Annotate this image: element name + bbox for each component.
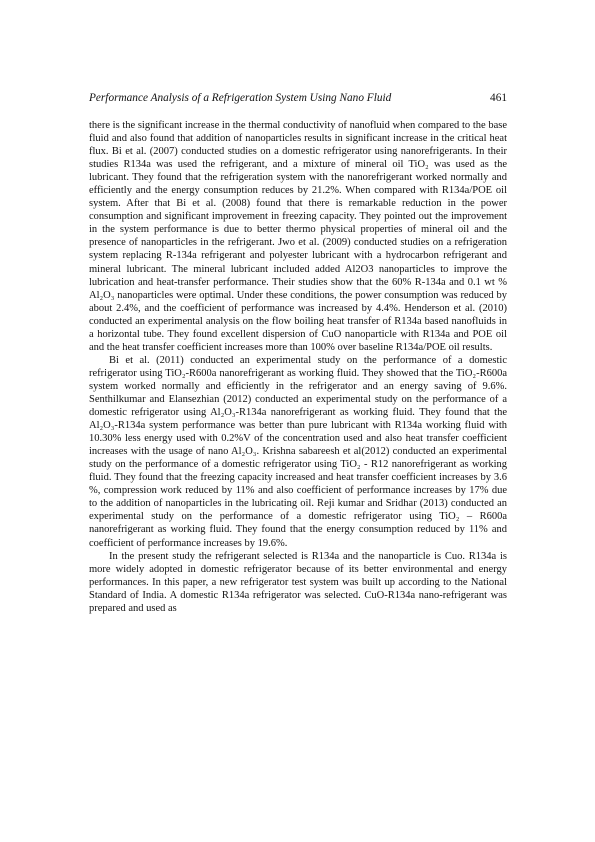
running-title: Performance Analysis of a Refrigeration System Using Nano Fluid xyxy=(89,92,392,104)
body-text xyxy=(89,119,507,615)
running-header xyxy=(89,91,507,105)
paragraph-present-study: In the present study the refrigerant selected is R134a and the nanoparticle is Cuo. R134a is more widely adopted in domestic refrigerator because of its better environmental and energy performances. In this paper, a new refrigerator test system was built up according to the National Standard of India. A domestic R134a refrigerator was selected. CuO-R134a nano-refrigerant was prepared and used as xyxy=(89,550,507,614)
page-number: 461 xyxy=(490,92,507,104)
paragraph-continued: there is the significant increase in the thermal conductivity of nanofluid when compared to the base fluid and also found that addition of nanoparticles results in significant increase in the critical heat flux. Bi et al. (2007) conducted studies on a domestic refrigerator using nanorefrigerants. In their studies R134a was used the refrigerant, and a mixture of mineral oil TiO₂ was used as the lubricant. They found that the refrigeration system with the nanorefrigerant worked normally and efficiently and the energy consumption reduces by 21.2%. When compared with R134a/POE oil system. After that Bi et al. (2008) found that there is remarkable reduction in the power consumption and significant improvement in freezing capacity. They pointed out the improvement in the system performance is due to better thermo physical properties of mineral oil and the presence of nanoparticles in the refrigerant. Jwo et al. (2009) conducted studies on a refrigeration system replacing R-134a refrigerant and polyester lubricant with a hydrocarbon refrigerant and mineral lubricant. The mineral lubricant included added Al2O3 nanoparticles to improve the lubrication and heat-transfer performance. Their studies show that the 60% R-134a and 0.1 wt % Al₂O₃ nanoparticles were optimal. Under these conditions, the power consumption was reduced by about 2.4%, and the coefficient of performance was increased by 4.4%. Henderson et al. (2010) conducted an experimental analysis on the flow boiling heat transfer of R134a based nanofluids in a horizontal tube. They found excellent dispersion of CuO nanoparticle with R134a and POE oil and the heat transfer coefficient increases more than 100% over baseline R134a/POE oil results. xyxy=(89,120,507,353)
paragraph-bi-2011: Bi et al. (2011) conducted an experimental study on the performance of a domestic refrigerator using TiO₂-R600a nanorefrigerant as working fluid. They showed that the TiO₂-R600a system worked normally and efficiently in the refrigerator and an energy saving of 9.6%. Senthilkumar and Elansezhian (2012) conducted an experimental study on the performance of a domestic refrigerator using Al₂O₃-R134a nanorefrigerant as working fluid. They found that the Al₂O₃-R134a system performance was better than pure lubricant with R134a working fluid with 10.30% less energy used with 0.2%V of the concentration used and also heat transfer coefficient increases with the usage of nano Al₂O₃. Krishna sabareesh et al(2012) conducted an experimental study on the performance of a domestic refrigerator using TiO₂ - R12 nanorefrigerant as working fluid. They found that the freezing capacity increased and heat transfer coefficient increases by 3.6 %, compression work reduced by 11% and also coefficient of performance increases by 17% due to the addition of nanoparticles in the lubricating oil. Reji kumar and Sridhar (2013) conducted an experimental study on the performance of a domestic refrigerator using TiO₂ – R600a nanorefrigerant as working fluid. They found that the energy consumption reduced by 11% and coefficient of performance increases by 19.6%. xyxy=(89,354,507,549)
